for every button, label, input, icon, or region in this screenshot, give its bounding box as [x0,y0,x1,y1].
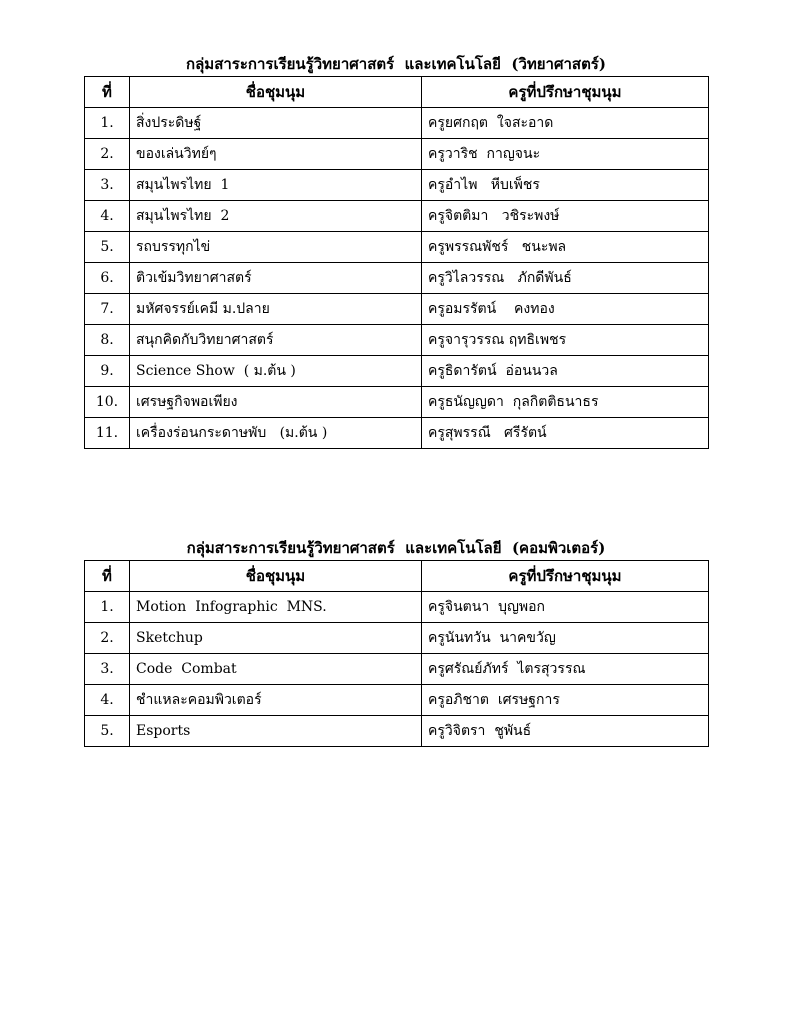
advisor-name: ครูจารุวรรณ ฤทธิเพชร [422,325,709,356]
table-row [85,387,709,418]
header-club-name: ชื่อชุมนุม [130,77,422,108]
table-header-row [85,561,709,592]
club-name: Esports [130,716,422,747]
club-name: เศรษฐกิจพอเพียง [130,387,422,418]
table-row [85,139,709,170]
computer-club-section [84,538,708,747]
row-number: 2. [85,139,130,170]
row-number: 5. [85,716,130,747]
section-title: กลุ่มสาระการเรียนรู้วิทยาศาสตร์ และเทคโนโลยี (วิทยาศาสตร์) [186,55,606,73]
row-number: 5. [85,232,130,263]
club-name: รถบรรทุกไข่ [130,232,422,263]
table-row [85,654,709,685]
row-number: 1. [85,592,130,623]
club-name: ติวเข้มวิทยาศาสตร์ [130,263,422,294]
table-row [85,232,709,263]
club-name: สนุกคิดกับวิทยาศาสตร์ [130,325,422,356]
advisor-name: ครูอมรรัตน์ คงทอง [422,294,709,325]
advisor-name: ครูอภิชาต เศรษฐการ [422,685,709,716]
table-row [85,716,709,747]
header-number: ที่ [85,77,130,108]
club-name: Code Combat [130,654,422,685]
club-name: สมุนไพรไทย 1 [130,170,422,201]
table-row [85,623,709,654]
advisor-name: ครูยศกฤต ใจสะอาด [422,108,709,139]
advisor-name: ครูธิดารัตน์ อ่อนนวล [422,356,709,387]
row-number: 10. [85,387,130,418]
row-number: 1. [85,108,130,139]
row-number: 4. [85,201,130,232]
header-number: ที่ [85,561,130,592]
row-number: 3. [85,170,130,201]
advisor-name: ครูจิตติมา วชิระพงษ์ [422,201,709,232]
header-advisor: ครูที่ปรึกษาชุมนุม [422,561,709,592]
section-title: กลุ่มสาระการเรียนรู้วิทยาศาสตร์ และเทคโนโลยี (คอมพิวเตอร์) [186,539,606,557]
club-name: สมุนไพรไทย 2 [130,201,422,232]
advisor-name: ครูวิไลวรรณ ภักดีพันธ์ [422,263,709,294]
club-name: สิ่งประดิษฐ์ [130,108,422,139]
club-name: Science Show ( ม.ต้น ) [130,356,422,387]
advisor-name: ครูวิจิตรา ชูพันธ์ [422,716,709,747]
club-name: ชำแหละคอมพิวเตอร์ [130,685,422,716]
header-advisor: ครูที่ปรึกษาชุมนุม [422,77,709,108]
club-name: Motion Infographic MNS. [130,592,422,623]
table-row [85,592,709,623]
club-name: เครื่องร่อนกระดาษพับ (ม.ต้น ) [130,418,422,449]
advisor-name: ครูจินตนา บุญพอก [422,592,709,623]
table-row [85,201,709,232]
advisor-name: ครูพรรณพัชร์ ชนะพล [422,232,709,263]
advisor-name: ครูธนัญญดา กุลกิตติธนาธร [422,387,709,418]
advisor-name: ครูสุพรรณี ศรีรัตน์ [422,418,709,449]
computer-club-table [84,560,709,747]
table-row [85,108,709,139]
row-number: 6. [85,263,130,294]
row-number: 3. [85,654,130,685]
science-club-table [84,76,709,449]
advisor-name: ครูวาริช กาญจนะ [422,139,709,170]
club-name: Sketchup [130,623,422,654]
science-club-section [84,54,708,449]
table-row [85,418,709,449]
advisor-name: ครูศรัณย์ภัทร์ ไตรสุวรรณ [422,654,709,685]
table-row [85,294,709,325]
table-row [85,263,709,294]
table-row [85,325,709,356]
row-number: 2. [85,623,130,654]
advisor-name: ครูนันทวัน นาคขวัญ [422,623,709,654]
club-name: มหัศจรรย์เคมี ม.ปลาย [130,294,422,325]
table-header-row [85,77,709,108]
row-number: 9. [85,356,130,387]
advisor-name: ครูอำไพ หีบเพ็ชร [422,170,709,201]
table-row [85,356,709,387]
table-row [85,685,709,716]
header-club-name: ชื่อชุมนุม [130,561,422,592]
row-number: 11. [85,418,130,449]
row-number: 7. [85,294,130,325]
row-number: 4. [85,685,130,716]
table-row [85,170,709,201]
club-name: ของเล่นวิทย์ๆ [130,139,422,170]
row-number: 8. [85,325,130,356]
